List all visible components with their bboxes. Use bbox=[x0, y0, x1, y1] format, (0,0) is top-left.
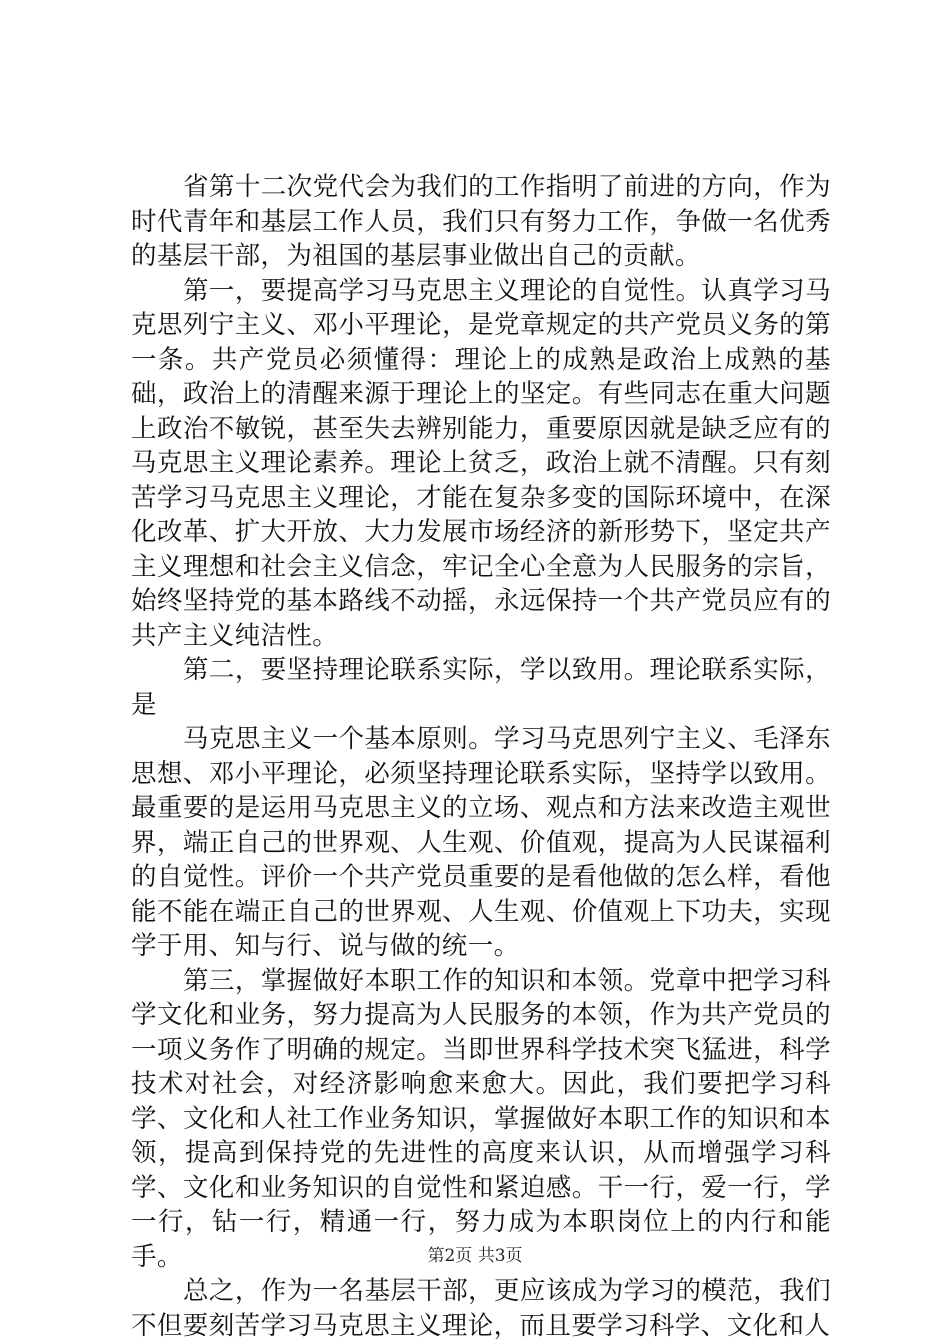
page-number: 第2页 bbox=[427, 1246, 473, 1266]
paragraph-point-two: 第二，要坚持理论联系实际，学以致用。理论联系实际，是 bbox=[131, 655, 831, 720]
page-total: 共3页 bbox=[477, 1246, 523, 1266]
page-footer bbox=[0, 1245, 950, 1267]
paragraph-point-three: 第三，掌握做好本职工作的知识和本领。党章中把学习科学文化和业务，努力提高为人民服务的本领，作为共产党员的一项义务作了明确的规定。当即世界科学技术突飞猛进，科学技术对社会，对经济影响愈来愈大。因此，我们要把学习科学、文化和人社工作业务知识，掌握做好本职工作的知识和本领，提高到保持党的先进性的高度来认识，从而增强学习科学、文化和业务知识的自觉性和紧迫感。干一行，爱一行，学一行，钻一行，精通一行，努力成为本职岗位上的内行和能手。 bbox=[131, 965, 831, 1272]
document-body bbox=[131, 170, 831, 1343]
paragraph-conclusion: 总之，作为一名基层干部，更应该成为学习的模范，我们不但要刻苦学习马克思主义理论，而且要学习科学、文化和人 bbox=[131, 1276, 831, 1341]
paragraph-intro: 省第十二次党代会为我们的工作指明了前进的方向，作为时代青年和基层工作人员，我们只有努力工作，争做一名优秀的基层干部，为祖国的基层事业做出自己的贡献。 bbox=[131, 172, 831, 271]
paragraph-point-one: 第一，要提高学习马克思主义理论的自觉性。认真学习马克思列宁主义、邓小平理论，是党章规定的共产党员义务的第一条。共产党员必须懂得：理论上的成熟是政治上成熟的基础，政治上的清醒来源于理论上的坚定。有些同志在重大问题上政治不敏锐，甚至失去辨别能力，重要原因就是缺乏应有的马克思主义理论素养。理论上贫乏，政治上就不清醒。只有刻苦学习马克思主义理论，才能在复杂多变的国际环境中，在深化改革、扩大开放、大力发展市场经济的新形势下，坚定共产主义理想和社会主义信念，牢记全心全意为人民服务的宗旨，始终坚持党的基本路线不动摇，永远保持一个共产党员应有的共产主义纯洁性。 bbox=[131, 275, 831, 651]
paragraph-point-two-continued: 马克思主义一个基本原则。学习马克思列宁主义、毛泽东思想、邓小平理论，必须坚持理论联系实际，坚持学以致用。最重要的是运用马克思主义的立场、观点和方法来改造主观世界，端正自己的世界观、人生观、价值观，提高为人民谋福利的自觉性。评价一个共产党员重要的是看他做的怎么样，看他能不能在端正自己的世界观、人生观、价值观上下功夫，实现学于用、知与行、说与做的统一。 bbox=[131, 724, 831, 961]
